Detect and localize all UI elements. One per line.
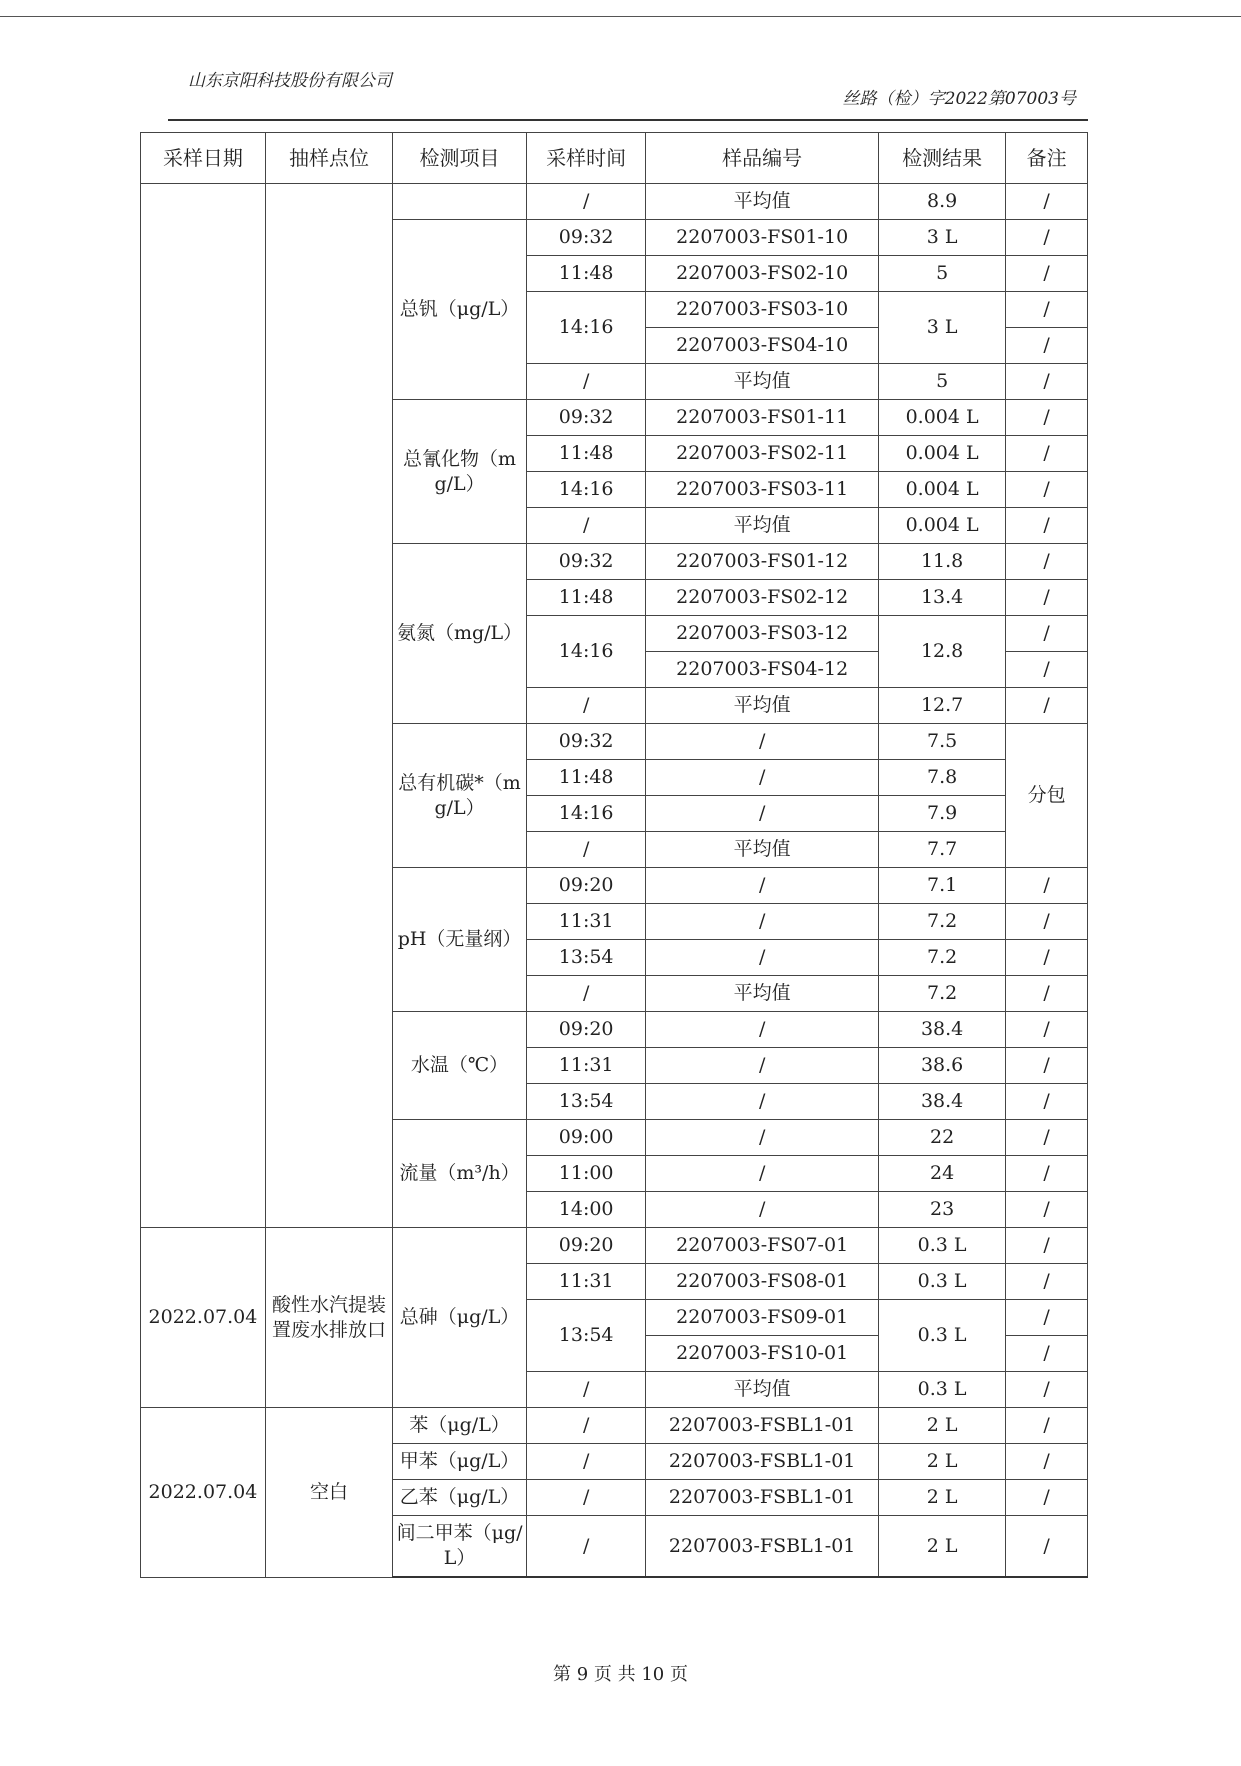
sample-cell: / xyxy=(646,1156,879,1192)
sample-cell: / xyxy=(646,1192,879,1228)
result-cell: 7.7 xyxy=(879,832,1006,868)
point-cell: 酸性水汽提装置废水排放口 xyxy=(265,1228,392,1408)
sample-cell: 2207003-FS01-11 xyxy=(646,400,879,436)
sample-cell: 2207003-FS03-12 xyxy=(646,616,879,652)
sample-cell: 2207003-FS01-12 xyxy=(646,544,879,580)
item-cell: 总氰化物（mg/L） xyxy=(393,400,527,544)
sample-cell: 平均值 xyxy=(646,508,879,544)
time-cell: 09:32 xyxy=(527,544,646,580)
item-cell: 总砷（μg/L） xyxy=(393,1228,527,1408)
note-cell: / xyxy=(1006,868,1088,904)
item-cell: 流量（m³/h） xyxy=(393,1120,527,1228)
report-number: 丝路（检）字2022第07003号 xyxy=(842,89,1076,109)
time-cell: / xyxy=(527,976,646,1012)
table-row xyxy=(141,1228,1088,1264)
item-cell: 总钒（μg/L） xyxy=(393,220,527,400)
company-name: 山东京阳科技股份有限公司 xyxy=(188,71,392,91)
result-cell: 38.6 xyxy=(879,1048,1006,1084)
result-cell: 7.2 xyxy=(879,904,1006,940)
table-row xyxy=(141,1408,1088,1444)
note-cell: / xyxy=(1006,1480,1088,1516)
sample-cell: / xyxy=(646,796,879,832)
time-cell: 14:16 xyxy=(527,616,646,688)
sample-cell: 平均值 xyxy=(646,1372,879,1408)
sample-cell: / xyxy=(646,760,879,796)
time-cell: 13:54 xyxy=(527,1300,646,1372)
sample-cell: / xyxy=(646,1084,879,1120)
sample-cell: 平均值 xyxy=(646,976,879,1012)
time-cell: 09:32 xyxy=(527,724,646,760)
result-cell: 2 L xyxy=(879,1444,1006,1480)
sample-cell: 平均值 xyxy=(646,184,879,220)
time-cell: / xyxy=(527,364,646,400)
note-cell: / xyxy=(1006,688,1088,724)
note-cell: / xyxy=(1006,256,1088,292)
time-cell: / xyxy=(527,508,646,544)
time-cell: 11:48 xyxy=(527,760,646,796)
col-header-date: 采样日期 xyxy=(141,133,266,184)
result-cell: 7.2 xyxy=(879,976,1006,1012)
date-cell-empty xyxy=(141,184,266,1228)
note-cell: / xyxy=(1006,1012,1088,1048)
result-cell: 5 xyxy=(879,364,1006,400)
note-cell: / xyxy=(1006,1156,1088,1192)
time-cell: 14:16 xyxy=(527,472,646,508)
result-cell: 11.8 xyxy=(879,544,1006,580)
result-cell: 38.4 xyxy=(879,1012,1006,1048)
item-cell: 间二甲苯（μg/L） xyxy=(393,1516,527,1578)
time-cell: 13:54 xyxy=(527,1084,646,1120)
note-cell: / xyxy=(1006,1264,1088,1300)
note-cell: / xyxy=(1006,1300,1088,1336)
results-table-container xyxy=(140,132,1088,1578)
time-cell: / xyxy=(527,1408,646,1444)
time-cell: / xyxy=(527,1372,646,1408)
sample-cell: 2207003-FS03-10 xyxy=(646,292,879,328)
note-cell-subcontract: 分包 xyxy=(1006,724,1088,868)
result-cell: 24 xyxy=(879,1156,1006,1192)
result-cell: 5 xyxy=(879,256,1006,292)
sample-cell: 2207003-FS04-10 xyxy=(646,328,879,364)
results-table xyxy=(140,132,1088,1578)
result-cell: 0.004 L xyxy=(879,508,1006,544)
sample-cell: / xyxy=(646,904,879,940)
result-cell: 12.7 xyxy=(879,688,1006,724)
date-cell: 2022.07.04 xyxy=(141,1408,266,1578)
sample-cell: / xyxy=(646,940,879,976)
time-cell: 09:00 xyxy=(527,1120,646,1156)
result-cell: 0.3 L xyxy=(879,1228,1006,1264)
note-cell: / xyxy=(1006,364,1088,400)
result-cell: 23 xyxy=(879,1192,1006,1228)
time-cell: 11:31 xyxy=(527,1048,646,1084)
sample-cell: 2207003-FSBL1-01 xyxy=(646,1516,879,1578)
result-cell: 7.5 xyxy=(879,724,1006,760)
page-number: 第 9 页 共 10 页 xyxy=(553,1664,688,1685)
note-cell: / xyxy=(1006,1048,1088,1084)
point-cell-empty xyxy=(265,184,392,1228)
result-cell: 0.3 L xyxy=(879,1300,1006,1372)
item-cell-empty xyxy=(393,184,527,220)
result-cell: 0.3 L xyxy=(879,1264,1006,1300)
note-cell: / xyxy=(1006,1372,1088,1408)
time-cell: / xyxy=(527,1480,646,1516)
result-cell: 7.9 xyxy=(879,796,1006,832)
result-cell: 0.004 L xyxy=(879,472,1006,508)
note-cell: / xyxy=(1006,436,1088,472)
time-cell: 11:48 xyxy=(527,436,646,472)
time-cell: 13:54 xyxy=(527,940,646,976)
note-cell: / xyxy=(1006,400,1088,436)
time-cell: / xyxy=(527,184,646,220)
result-cell: 7.2 xyxy=(879,940,1006,976)
time-cell: 09:32 xyxy=(527,220,646,256)
note-cell: / xyxy=(1006,220,1088,256)
sample-cell: 2207003-FS02-12 xyxy=(646,580,879,616)
note-cell: / xyxy=(1006,1516,1088,1578)
sample-cell: 2207003-FS08-01 xyxy=(646,1264,879,1300)
note-cell: / xyxy=(1006,652,1088,688)
note-cell: / xyxy=(1006,904,1088,940)
result-cell: 8.9 xyxy=(879,184,1006,220)
note-cell: / xyxy=(1006,328,1088,364)
note-cell: / xyxy=(1006,1192,1088,1228)
sample-cell: 2207003-FS07-01 xyxy=(646,1228,879,1264)
time-cell: 11:31 xyxy=(527,904,646,940)
result-cell: 2 L xyxy=(879,1516,1006,1578)
time-cell: 11:48 xyxy=(527,256,646,292)
sample-cell: 2207003-FS03-11 xyxy=(646,472,879,508)
note-cell: / xyxy=(1006,940,1088,976)
sample-cell: / xyxy=(646,868,879,904)
item-cell: 甲苯（μg/L） xyxy=(393,1444,527,1480)
time-cell: 09:20 xyxy=(527,868,646,904)
sample-cell: / xyxy=(646,724,879,760)
sample-cell: 2207003-FSBL1-01 xyxy=(646,1480,879,1516)
point-cell: 空白 xyxy=(265,1408,392,1578)
result-cell: 2 L xyxy=(879,1480,1006,1516)
note-cell: / xyxy=(1006,1408,1088,1444)
time-cell: / xyxy=(527,1444,646,1480)
time-cell: 11:31 xyxy=(527,1264,646,1300)
sample-cell: 平均值 xyxy=(646,364,879,400)
result-cell: 7.8 xyxy=(879,760,1006,796)
time-cell: 11:00 xyxy=(527,1156,646,1192)
note-cell: / xyxy=(1006,1228,1088,1264)
result-cell: 22 xyxy=(879,1120,1006,1156)
sample-cell: 2207003-FS02-11 xyxy=(646,436,879,472)
table-row xyxy=(141,184,1088,220)
col-header-result: 检测结果 xyxy=(879,133,1006,184)
time-cell: 14:16 xyxy=(527,796,646,832)
note-cell: / xyxy=(1006,292,1088,328)
note-cell: / xyxy=(1006,184,1088,220)
item-cell: 苯（μg/L） xyxy=(393,1408,527,1444)
time-cell: / xyxy=(527,832,646,868)
result-cell: 38.4 xyxy=(879,1084,1006,1120)
result-cell: 7.1 xyxy=(879,868,1006,904)
note-cell: / xyxy=(1006,1120,1088,1156)
sample-cell: 2207003-FS09-01 xyxy=(646,1300,879,1336)
result-cell: 13.4 xyxy=(879,580,1006,616)
sample-cell: 平均值 xyxy=(646,832,879,868)
table-header-row xyxy=(141,133,1088,184)
sample-cell: 2207003-FS02-10 xyxy=(646,256,879,292)
note-cell: / xyxy=(1006,1336,1088,1372)
result-cell: 12.8 xyxy=(879,616,1006,688)
note-cell: / xyxy=(1006,472,1088,508)
col-header-point: 抽样点位 xyxy=(265,133,392,184)
result-cell: 0.3 L xyxy=(879,1372,1006,1408)
note-cell: / xyxy=(1006,1444,1088,1480)
time-cell: / xyxy=(527,688,646,724)
time-cell: 11:48 xyxy=(527,580,646,616)
sample-cell: / xyxy=(646,1120,879,1156)
result-cell: 3 L xyxy=(879,292,1006,364)
result-cell: 0.004 L xyxy=(879,436,1006,472)
note-cell: / xyxy=(1006,1084,1088,1120)
sample-cell: / xyxy=(646,1012,879,1048)
item-cell: 乙苯（μg/L） xyxy=(393,1480,527,1516)
item-cell: 氨氮（mg/L） xyxy=(393,544,527,724)
note-cell: / xyxy=(1006,976,1088,1012)
col-header-item: 检测项目 xyxy=(393,133,527,184)
time-cell: 14:16 xyxy=(527,292,646,364)
scan-top-edge xyxy=(0,16,1241,17)
note-cell: / xyxy=(1006,616,1088,652)
time-cell: / xyxy=(527,1516,646,1578)
note-cell: / xyxy=(1006,508,1088,544)
note-cell: / xyxy=(1006,580,1088,616)
time-cell: 09:20 xyxy=(527,1228,646,1264)
time-cell: 09:32 xyxy=(527,400,646,436)
col-header-sample: 样品编号 xyxy=(646,133,879,184)
item-cell: pH（无量纲） xyxy=(393,868,527,1012)
result-cell: 3 L xyxy=(879,220,1006,256)
sample-cell: 平均值 xyxy=(646,688,879,724)
time-cell: 14:00 xyxy=(527,1192,646,1228)
sample-cell: / xyxy=(646,1048,879,1084)
note-cell: / xyxy=(1006,544,1088,580)
result-cell: 0.004 L xyxy=(879,400,1006,436)
time-cell: 09:20 xyxy=(527,1012,646,1048)
sample-cell: 2207003-FSBL1-01 xyxy=(646,1444,879,1480)
sample-cell: 2207003-FS01-10 xyxy=(646,220,879,256)
date-cell: 2022.07.04 xyxy=(141,1228,266,1408)
sample-cell: 2207003-FS10-01 xyxy=(646,1336,879,1372)
sample-cell: 2207003-FS04-12 xyxy=(646,652,879,688)
col-header-note: 备注 xyxy=(1006,133,1088,184)
header-divider xyxy=(168,119,1088,121)
item-cell: 总有机碳*（mg/L） xyxy=(393,724,527,868)
item-cell: 水温（℃） xyxy=(393,1012,527,1120)
result-cell: 2 L xyxy=(879,1408,1006,1444)
col-header-time: 采样时间 xyxy=(527,133,646,184)
sample-cell: 2207003-FSBL1-01 xyxy=(646,1408,879,1444)
